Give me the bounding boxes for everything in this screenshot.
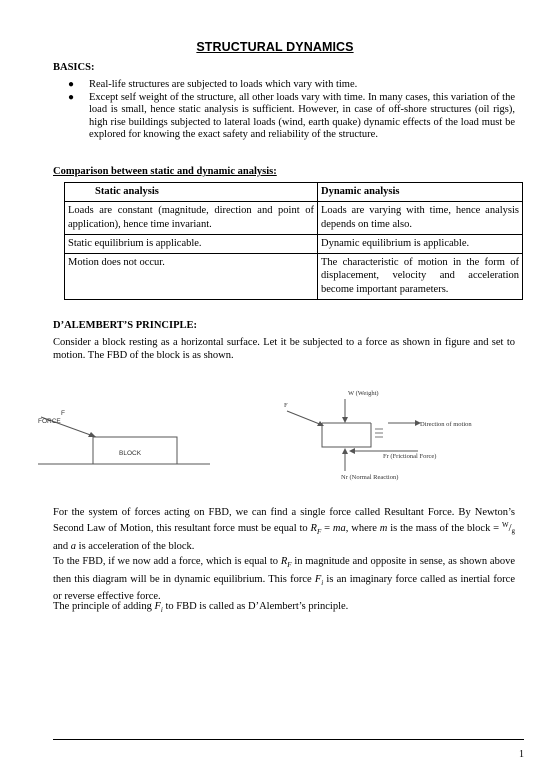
bullet-dot-icon: ● [68,91,75,103]
fbd-force-line [287,411,322,425]
f-label-right: F [284,402,288,409]
dalembert-heading: D’ALEMBERT’S PRINCIPLE: [53,320,198,331]
comparison-heading: Comparison between static and dynamic analysis: [53,166,277,177]
table-cell: Dynamic equilibrium is applicable. [318,234,523,253]
table-row [65,254,523,300]
block-diagram [38,410,210,464]
table-cell: Motion does not occur. [65,254,318,300]
block-label: BLOCK [119,450,142,457]
fbd-block-outline [322,423,371,447]
table-cell: Loads are constant (magnitude, direction and point of application), hence time invariant. [65,202,318,235]
direction-label: Direction of motion [420,421,472,428]
friction-label: Fr (Frictional Force) [383,453,437,460]
free-body-diagram [284,390,472,481]
basics-heading: BASICS: [53,62,95,73]
fbd-figure [0,385,550,490]
dalembert-para-2: To the FBD, if we now add a force, which is equal to $R_F$ in magnitude and opposite in sense, as shown above then this diagram will be in dynamic equilibrium. This force $F_i$ is an imaginary force called as inertial force or reverse effective force. [53,556,515,602]
table-header-row [65,183,523,202]
f-label-left: F [61,410,65,417]
normal-arrow-icon [342,448,348,454]
table-row [65,234,523,253]
comparison-table [64,182,523,300]
force-label: FORCE [38,418,61,425]
friction-arrow-icon [349,448,355,454]
column-header-static: Static analysis [65,183,318,202]
weight-label: W (Weight) [348,390,379,397]
footer-divider [53,739,524,740]
basics-bullet-list [53,79,515,142]
dalembert-para-1: For the system of forces acting on FBD, we can find a single force called Resultant Force. By Newton’s Second Law of Motion, this resultant force must be equal to $R_F$ = ma, where m is the mass of the block = $^W$/g and a is acceleration of the block. [53,507,516,552]
bullet-dot-icon: ● [68,79,75,90]
table-row [65,202,523,235]
weight-arrow-icon [342,417,348,423]
document-title: STRUCTURAL DYNAMICS [196,40,354,54]
table-cell: Loads are varying with time, hence analysis depends on time also. [318,202,523,235]
basics-bullet-1: ● Real-life structures are subjected to loads which vary with time. [68,79,358,90]
column-header-dynamic: Dynamic analysis [318,183,523,202]
table-cell: Static equilibrium is applicable. [65,234,318,253]
page-number: 1 [519,749,524,760]
normal-label: Nr (Normal Reaction) [341,474,399,481]
dalembert-para-3: The principle of adding $F_i$ to FBD is called as D’Alembert’s principle. [53,601,349,615]
table-cell: The characteristic of motion in the form of displacement, velocity and acceleration become important parameters. [318,254,523,300]
basics-bullet-2: ● Except self weight of the structure, all other loads vary with time. In many cases, this variation of the load is small, hence static analysis is sufficient. However, in case of off-shore structures (oil rigs), high rise buildings subjected to lateral loads (wind, earth quake) dynamic effects of the load must be explored for knowing the exact safety and reliability of the structure. [68,91,515,141]
dalembert-intro: Consider a block resting as a horizontal surface. Let it be subjected to a force as shown in figure and set to motion. The FBD of the block is as shown. [53,337,515,362]
